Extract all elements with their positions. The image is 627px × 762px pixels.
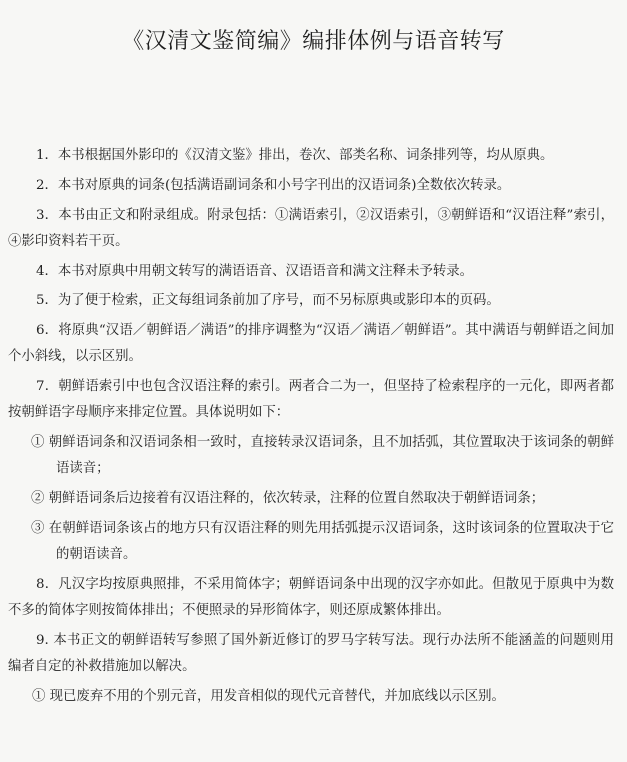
item-3: 3．本书由正文和附录组成。附录包括：①满语索引，②汉语索引，③朝鲜语和“汉语注释”索引，④影印资料若干页。 — [8, 207, 614, 249]
item-5: 5．为了便于检索，正文每组词条前加了序号，而不另标原典或影印本的页码。 — [36, 293, 500, 309]
item-2: 2．本书对原典的词条(包括满语副词条和小号字刊出的汉语词条)全数依次转录。 — [36, 177, 511, 193]
page-title: 《汉清文鉴简编》编排体例与语音转写 — [122, 29, 505, 54]
item-1: 1．本书根据国外影印的《汉清文鉴》排出，卷次、部类名称、词条排列等，均从原典。 — [36, 148, 554, 163]
item-9-sub-1: ① 现已废弃不用的个别元音，用发音相似的现代元音替代，并加底线以示区别。 — [32, 688, 505, 704]
document-body — [8, 143, 614, 714]
item-7-sub-3: ③ 在朝鲜语词条该占的地方只有汉语注释的则先用括弧提示汉语词条，这时该词条的位置取决于它的朝语读音。 — [31, 520, 614, 563]
item-4: 4．本书对原典中用朝文转写的满语语音、汉语语音和满文注释未予转录。 — [36, 263, 474, 279]
item-9: 9. 本书正文的朝鲜语转写参照了国外新近修订的罗马字转写法。现行办法所不能涵盖的问题则用编者自定的补救措施加以解决。 — [8, 632, 614, 675]
item-8: 8．凡汉字均按原典照排，不采用简体字；朝鲜语词条中出现的汉字亦如此。但散见于原典中为数不多的简体字则按简体排出；不便照录的异形简体字，则还原成繁体排出。 — [8, 576, 614, 619]
item-7-sub-1: ① 朝鲜语词条和汉语词条相一致时，直接转录汉语词条，且不加括弧，其位置取决于该词条的朝鲜语读音； — [31, 435, 614, 477]
item-6: 6．将原典“汉语／朝鲜语／满语”的排序调整为“汉语／满语／朝鲜语”。其中满语与朝鲜语之间加个小斜线，以示区别。 — [8, 323, 614, 365]
item-7-sub-2: ② 朝鲜语词条后边接着有汉语注释的，依次转录，注释的位置自然取决于朝鲜语词条； — [31, 491, 545, 507]
item-7: 7．朝鲜语索引中也包含汉语注释的索引。两者合二为一，但坚持了检索程序的一元化，即两者都按朝鲜语字母顺序来排定位置。具体说明如下： — [8, 379, 614, 421]
